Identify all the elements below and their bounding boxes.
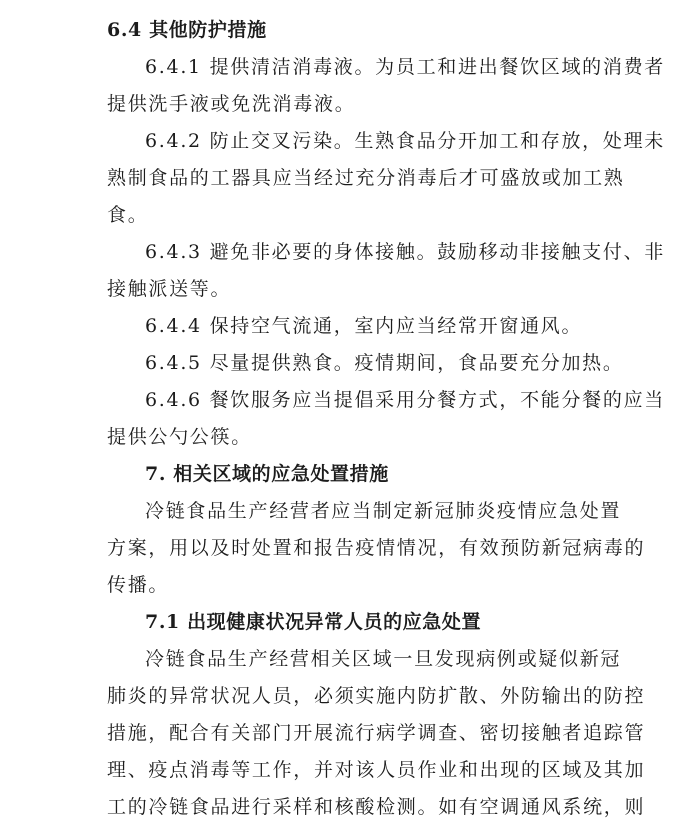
paragraph-7-1-line-1: 冷链食品生产经营相关区域一旦发现病例或疑似新冠 [145, 648, 622, 670]
paragraph-6-4-1-line-2: 提供洗手液或免洗消毒液。 [107, 93, 356, 115]
paragraph-7-line-3: 传播。 [107, 574, 170, 596]
paragraph-6-4-6-line-2: 提供公勺公筷。 [107, 426, 252, 448]
paragraph-6-4-3-line-1: 6.4.3 避免非必要的身体接触。鼓励移动非接触支付、非 [145, 241, 665, 263]
paragraph-6-4-2-line-1: 6.4.2 防止交叉污染。生熟食品分开加工和存放，处理未 [145, 130, 665, 152]
paragraph-6-4-5: 6.4.5 尽量提供熟食。疫情期间，食品要充分加热。 [145, 352, 624, 374]
section-heading-7-1: 7.1 出现健康状况异常人员的应急处置 [145, 611, 482, 633]
paragraph-7-1-line-4: 理、疫点消毒等工作，并对该人员作业和出现的区域及其加 [107, 759, 646, 781]
section-heading-7: 7. 相关区域的应急处置措施 [145, 463, 389, 485]
paragraph-6-4-2-line-2: 熟制食品的工器具应当经过充分消毒后才可盛放或加工熟 [107, 167, 625, 189]
paragraph-6-4-6-line-1: 6.4.6 餐饮服务应当提倡采用分餐方式，不能分餐的应当 [145, 389, 665, 411]
paragraph-7-line-2: 方案，用以及时处置和报告疫情情况，有效预防新冠病毒的 [107, 537, 646, 559]
paragraph-6-4-1-line-1: 6.4.1 提供清洁消毒液。为员工和进出餐饮区域的消费者 [145, 56, 665, 78]
paragraph-6-4-3-line-2: 接触派送等。 [107, 278, 232, 300]
paragraph-6-4-4: 6.4.4 保持空气流通，室内应当经常开窗通风。 [145, 315, 583, 337]
paragraph-7-line-1: 冷链食品生产经营者应当制定新冠肺炎疫情应急处置 [145, 500, 622, 522]
paragraph-7-1-line-3: 措施，配合有关部门开展流行病学调查、密切接触者追踪管 [107, 722, 646, 744]
paragraph-6-4-2-line-3: 食。 [107, 204, 149, 226]
paragraph-7-1-line-5: 工的冷链食品进行采样和核酸检测。如有空调通风系统，则 [107, 796, 646, 818]
paragraph-7-1-line-2: 肺炎的异常状况人员，必须实施内防扩散、外防输出的防控 [107, 685, 646, 707]
section-heading-6-4: 6.4 其他防护措施 [107, 19, 267, 41]
